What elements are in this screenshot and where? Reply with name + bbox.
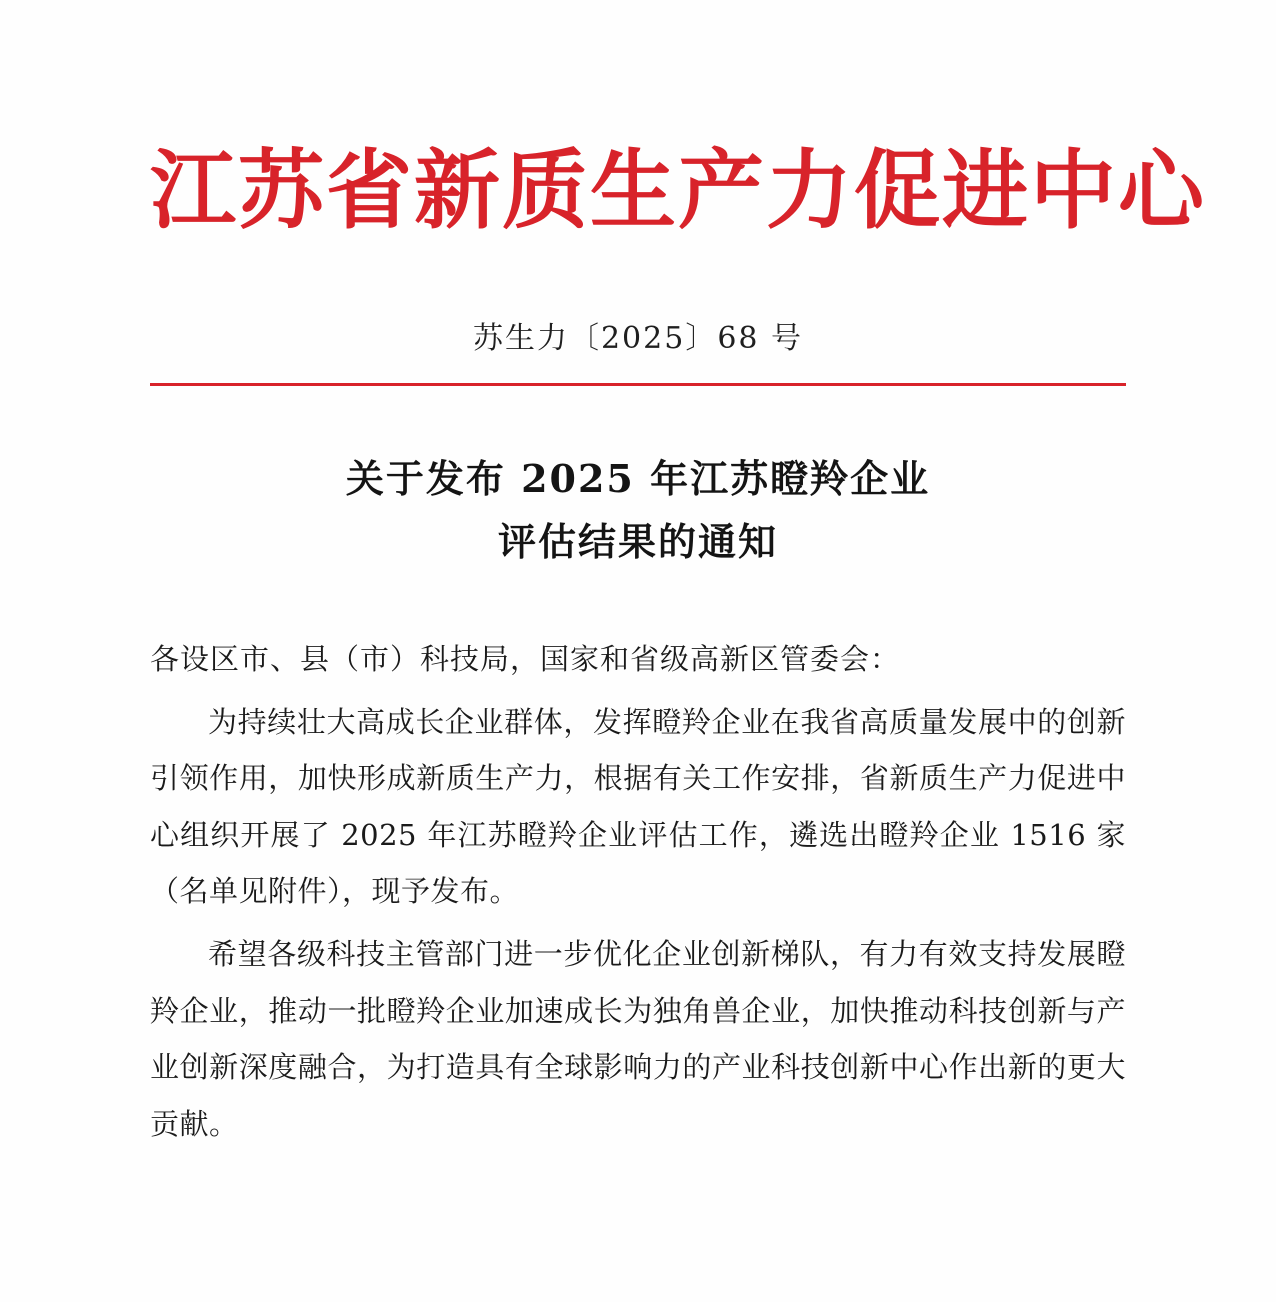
red-divider-rule <box>150 383 1126 386</box>
body-paragraph-1: 为持续壮大高成长企业群体，发挥瞪羚企业在我省高质量发展中的创新引领作用，加快形成新质生产力，根据有关工作安排，省新质生产力促进中心组织开展了 2025 年江苏瞪羚企业评估工作，遴选出瞪羚企业 1516 家（名单见附件），现予发布。 <box>150 704 1126 909</box>
organization-masthead: 江苏省新质生产力促进中心 <box>150 140 1206 241</box>
document-title-line-1: 关于发布 2025 年江苏瞪羚企业 <box>345 455 931 501</box>
salutation: 各设区市、县（市）科技局，国家和省级高新区管委会： <box>150 642 901 677</box>
body-paragraph-2: 希望各级科技主管部门进一步优化企业创新梯队，有力有效支持发展瞪羚企业，推动一批瞪羚企业加速成长为独角兽企业，加快推动科技创新与产业创新深度融合，为打造具有全球影响力的产业科技创新中心作出新的更大贡献。 <box>150 937 1126 1141</box>
document-number: 苏生力〔2025〕68 号 <box>472 320 804 356</box>
document-body <box>150 0 1206 1152</box>
document-title-line-2: 评估结果的通知 <box>497 518 778 564</box>
document-title <box>150 448 1126 573</box>
